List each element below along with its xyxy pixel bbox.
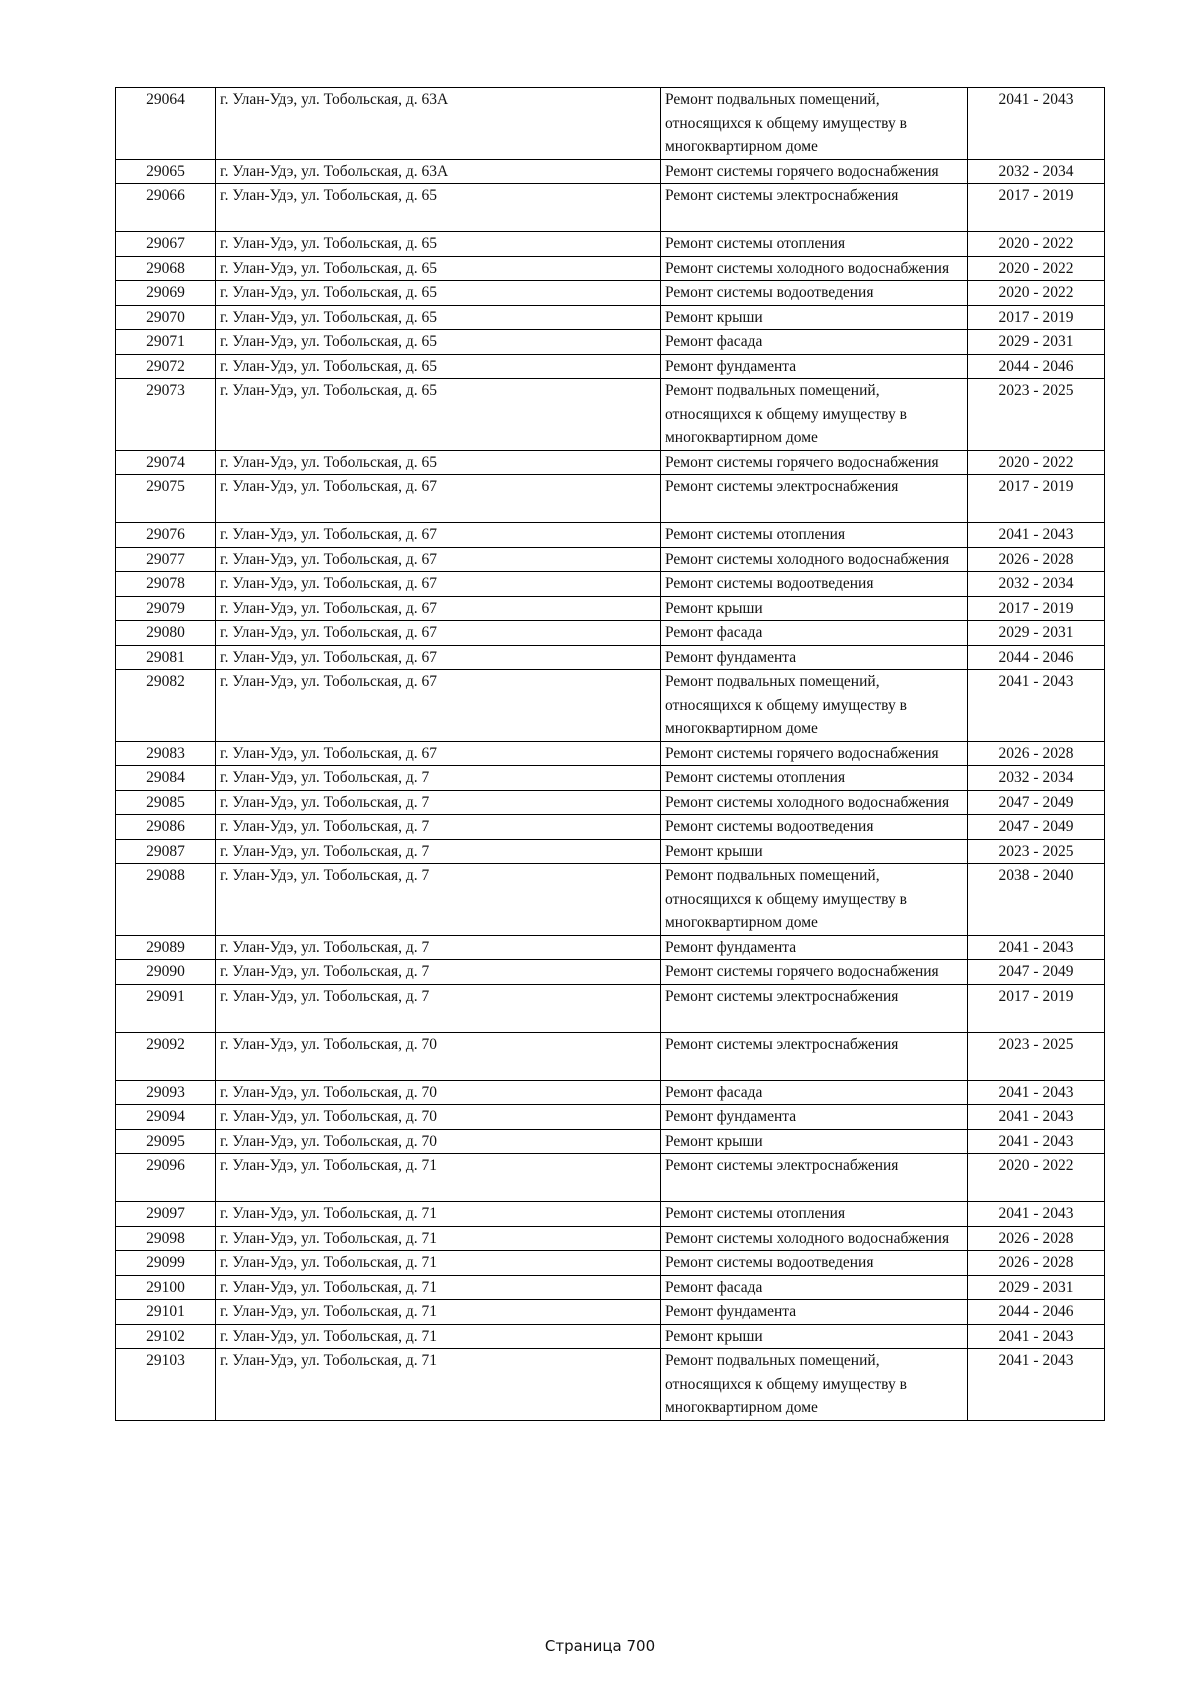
table-row	[116, 232, 1105, 257]
work-type-cell: Ремонт системы водоотведения	[661, 1251, 968, 1276]
period-cell: 2044 - 2046	[968, 354, 1105, 379]
table-row	[116, 1324, 1105, 1349]
row-number-cell: 29076	[116, 523, 216, 548]
table-row	[116, 1129, 1105, 1154]
period-cell: 2047 - 2049	[968, 790, 1105, 815]
row-number-cell: 29071	[116, 330, 216, 355]
work-type-cell: Ремонт подвальных помещений, относящихся к общему имуществу в многоквартирном доме	[661, 864, 968, 936]
address-cell: г. Улан-Удэ, ул. Тобольская, д. 67	[216, 475, 661, 523]
address-cell: г. Улан-Удэ, ул. Тобольская, д. 67	[216, 621, 661, 646]
address-cell: г. Улан-Удэ, ул. Тобольская, д. 70	[216, 1105, 661, 1130]
period-cell: 2029 - 2031	[968, 621, 1105, 646]
period-cell: 2041 - 2043	[968, 88, 1105, 160]
period-cell: 2029 - 2031	[968, 1275, 1105, 1300]
period-cell: 2026 - 2028	[968, 1226, 1105, 1251]
work-type-cell: Ремонт системы электроснабжения	[661, 1154, 968, 1202]
work-type-cell: Ремонт фундамента	[661, 935, 968, 960]
row-number-cell: 29095	[116, 1129, 216, 1154]
address-cell: г. Улан-Удэ, ул. Тобольская, д. 70	[216, 1080, 661, 1105]
period-cell: 2044 - 2046	[968, 1300, 1105, 1325]
address-cell: г. Улан-Удэ, ул. Тобольская, д. 67	[216, 547, 661, 572]
work-type-cell: Ремонт системы горячего водоснабжения	[661, 450, 968, 475]
work-type-cell: Ремонт системы отопления	[661, 1202, 968, 1227]
table-row	[116, 354, 1105, 379]
work-type-cell: Ремонт системы водоотведения	[661, 572, 968, 597]
work-type-cell: Ремонт фундамента	[661, 354, 968, 379]
table-row	[116, 450, 1105, 475]
period-cell: 2026 - 2028	[968, 1251, 1105, 1276]
work-type-cell: Ремонт крыши	[661, 305, 968, 330]
period-cell: 2047 - 2049	[968, 815, 1105, 840]
work-type-cell: Ремонт подвальных помещений, относящихся к общему имуществу в многоквартирном доме	[661, 379, 968, 451]
table-row	[116, 935, 1105, 960]
address-cell: г. Улан-Удэ, ул. Тобольская, д. 71	[216, 1349, 661, 1421]
repair-schedule-table	[115, 87, 1105, 1421]
period-cell: 2026 - 2028	[968, 741, 1105, 766]
work-type-cell: Ремонт системы отопления	[661, 523, 968, 548]
table-row	[116, 475, 1105, 523]
table-row	[116, 523, 1105, 548]
address-cell: г. Улан-Удэ, ул. Тобольская, д. 65	[216, 450, 661, 475]
period-cell: 2041 - 2043	[968, 1349, 1105, 1421]
row-number-cell: 29082	[116, 670, 216, 742]
table-row	[116, 1300, 1105, 1325]
row-number-cell: 29065	[116, 159, 216, 184]
table-row	[116, 184, 1105, 232]
work-type-cell: Ремонт подвальных помещений, относящихся к общему имуществу в многоквартирном доме	[661, 88, 968, 160]
address-cell: г. Улан-Удэ, ул. Тобольская, д. 67	[216, 596, 661, 621]
address-cell: г. Улан-Удэ, ул. Тобольская, д. 7	[216, 839, 661, 864]
row-number-cell: 29094	[116, 1105, 216, 1130]
address-cell: г. Улан-Удэ, ул. Тобольская, д. 71	[216, 1324, 661, 1349]
row-number-cell: 29072	[116, 354, 216, 379]
table-body	[116, 88, 1105, 1421]
address-cell: г. Улан-Удэ, ул. Тобольская, д. 7	[216, 864, 661, 936]
address-cell: г. Улан-Удэ, ул. Тобольская, д. 65	[216, 281, 661, 306]
row-number-cell: 29100	[116, 1275, 216, 1300]
period-cell: 2041 - 2043	[968, 1324, 1105, 1349]
work-type-cell: Ремонт системы холодного водоснабжения	[661, 256, 968, 281]
work-type-cell: Ремонт системы холодного водоснабжения	[661, 1226, 968, 1251]
row-number-cell: 29098	[116, 1226, 216, 1251]
table-row	[116, 815, 1105, 840]
period-cell: 2041 - 2043	[968, 935, 1105, 960]
work-type-cell: Ремонт фундамента	[661, 1105, 968, 1130]
row-number-cell: 29093	[116, 1080, 216, 1105]
period-cell: 2041 - 2043	[968, 523, 1105, 548]
table-row	[116, 1080, 1105, 1105]
row-number-cell: 29085	[116, 790, 216, 815]
row-number-cell: 29101	[116, 1300, 216, 1325]
work-type-cell: Ремонт системы электроснабжения	[661, 1032, 968, 1080]
work-type-cell: Ремонт системы холодного водоснабжения	[661, 547, 968, 572]
table-row	[116, 741, 1105, 766]
address-cell: г. Улан-Удэ, ул. Тобольская, д. 67	[216, 645, 661, 670]
address-cell: г. Улан-Удэ, ул. Тобольская, д. 67	[216, 523, 661, 548]
row-number-cell: 29096	[116, 1154, 216, 1202]
table-row	[116, 1154, 1105, 1202]
row-number-cell: 29075	[116, 475, 216, 523]
row-number-cell: 29092	[116, 1032, 216, 1080]
row-number-cell: 29080	[116, 621, 216, 646]
period-cell: 2020 - 2022	[968, 450, 1105, 475]
address-cell: г. Улан-Удэ, ул. Тобольская, д. 7	[216, 790, 661, 815]
work-type-cell: Ремонт подвальных помещений, относящихся к общему имуществу в многоквартирном доме	[661, 670, 968, 742]
work-type-cell: Ремонт системы горячего водоснабжения	[661, 159, 968, 184]
address-cell: г. Улан-Удэ, ул. Тобольская, д. 65	[216, 256, 661, 281]
period-cell: 2029 - 2031	[968, 330, 1105, 355]
row-number-cell: 29079	[116, 596, 216, 621]
table-row	[116, 621, 1105, 646]
table-row	[116, 547, 1105, 572]
work-type-cell: Ремонт фасада	[661, 1080, 968, 1105]
row-number-cell: 29083	[116, 741, 216, 766]
period-cell: 2047 - 2049	[968, 960, 1105, 985]
address-cell: г. Улан-Удэ, ул. Тобольская, д. 65	[216, 184, 661, 232]
table-row	[116, 256, 1105, 281]
work-type-cell: Ремонт фасада	[661, 621, 968, 646]
table-row	[116, 839, 1105, 864]
work-type-cell: Ремонт фундамента	[661, 645, 968, 670]
row-number-cell: 29087	[116, 839, 216, 864]
period-cell: 2044 - 2046	[968, 645, 1105, 670]
work-type-cell: Ремонт фасада	[661, 1275, 968, 1300]
period-cell: 2020 - 2022	[968, 1154, 1105, 1202]
address-cell: г. Улан-Удэ, ул. Тобольская, д. 71	[216, 1202, 661, 1227]
address-cell: г. Улан-Удэ, ул. Тобольская, д. 7	[216, 766, 661, 791]
address-cell: г. Улан-Удэ, ул. Тобольская, д. 71	[216, 1300, 661, 1325]
work-type-cell: Ремонт системы горячего водоснабжения	[661, 960, 968, 985]
row-number-cell: 29073	[116, 379, 216, 451]
work-type-cell: Ремонт подвальных помещений, относящихся к общему имуществу в многоквартирном доме	[661, 1349, 968, 1421]
work-type-cell: Ремонт крыши	[661, 839, 968, 864]
row-number-cell: 29067	[116, 232, 216, 257]
table-row	[116, 645, 1105, 670]
table-row	[116, 1105, 1105, 1130]
period-cell: 2023 - 2025	[968, 839, 1105, 864]
address-cell: г. Улан-Удэ, ул. Тобольская, д. 67	[216, 670, 661, 742]
row-number-cell: 29089	[116, 935, 216, 960]
period-cell: 2023 - 2025	[968, 1032, 1105, 1080]
address-cell: г. Улан-Удэ, ул. Тобольская, д. 70	[216, 1032, 661, 1080]
row-number-cell: 29088	[116, 864, 216, 936]
row-number-cell: 29084	[116, 766, 216, 791]
work-type-cell: Ремонт системы водоотведения	[661, 281, 968, 306]
row-number-cell: 29081	[116, 645, 216, 670]
table-row	[116, 1202, 1105, 1227]
period-cell: 2041 - 2043	[968, 670, 1105, 742]
table-row	[116, 790, 1105, 815]
row-number-cell: 29102	[116, 1324, 216, 1349]
table-row	[116, 305, 1105, 330]
row-number-cell: 29103	[116, 1349, 216, 1421]
period-cell: 2020 - 2022	[968, 256, 1105, 281]
row-number-cell: 29074	[116, 450, 216, 475]
period-cell: 2041 - 2043	[968, 1080, 1105, 1105]
address-cell: г. Улан-Удэ, ул. Тобольская, д. 71	[216, 1251, 661, 1276]
work-type-cell: Ремонт системы горячего водоснабжения	[661, 741, 968, 766]
table-row	[116, 330, 1105, 355]
period-cell: 2032 - 2034	[968, 159, 1105, 184]
table-row	[116, 1226, 1105, 1251]
row-number-cell: 29064	[116, 88, 216, 160]
work-type-cell: Ремонт фундамента	[661, 1300, 968, 1325]
address-cell: г. Улан-Удэ, ул. Тобольская, д. 63А	[216, 159, 661, 184]
row-number-cell: 29091	[116, 984, 216, 1032]
row-number-cell: 29066	[116, 184, 216, 232]
period-cell: 2041 - 2043	[968, 1105, 1105, 1130]
address-cell: г. Улан-Удэ, ул. Тобольская, д. 7	[216, 815, 661, 840]
period-cell: 2020 - 2022	[968, 232, 1105, 257]
table-row	[116, 864, 1105, 936]
row-number-cell: 29099	[116, 1251, 216, 1276]
table-row	[116, 1251, 1105, 1276]
table-row	[116, 984, 1105, 1032]
address-cell: г. Улан-Удэ, ул. Тобольская, д. 7	[216, 984, 661, 1032]
work-type-cell: Ремонт системы отопления	[661, 232, 968, 257]
period-cell: 2032 - 2034	[968, 572, 1105, 597]
table-row	[116, 766, 1105, 791]
period-cell: 2017 - 2019	[968, 596, 1105, 621]
page-number: Страница 700	[544, 1637, 656, 1655]
address-cell: г. Улан-Удэ, ул. Тобольская, д. 65	[216, 232, 661, 257]
address-cell: г. Улан-Удэ, ул. Тобольская, д. 67	[216, 572, 661, 597]
work-type-cell: Ремонт крыши	[661, 596, 968, 621]
table-row	[116, 670, 1105, 742]
work-type-cell: Ремонт крыши	[661, 1324, 968, 1349]
period-cell: 2017 - 2019	[968, 984, 1105, 1032]
address-cell: г. Улан-Удэ, ул. Тобольская, д. 7	[216, 960, 661, 985]
work-type-cell: Ремонт системы электроснабжения	[661, 475, 968, 523]
row-number-cell: 29070	[116, 305, 216, 330]
period-cell: 2041 - 2043	[968, 1129, 1105, 1154]
period-cell: 2017 - 2019	[968, 184, 1105, 232]
address-cell: г. Улан-Удэ, ул. Тобольская, д. 67	[216, 741, 661, 766]
period-cell: 2020 - 2022	[968, 281, 1105, 306]
address-cell: г. Улан-Удэ, ул. Тобольская, д. 65	[216, 354, 661, 379]
table-row	[116, 960, 1105, 985]
table-row	[116, 1275, 1105, 1300]
work-type-cell: Ремонт фасада	[661, 330, 968, 355]
period-cell: 2026 - 2028	[968, 547, 1105, 572]
row-number-cell: 29068	[116, 256, 216, 281]
work-type-cell: Ремонт крыши	[661, 1129, 968, 1154]
address-cell: г. Улан-Удэ, ул. Тобольская, д. 7	[216, 935, 661, 960]
table-row	[116, 596, 1105, 621]
work-type-cell: Ремонт системы водоотведения	[661, 815, 968, 840]
row-number-cell: 29078	[116, 572, 216, 597]
work-type-cell: Ремонт системы электроснабжения	[661, 184, 968, 232]
table-row	[116, 379, 1105, 451]
work-type-cell: Ремонт системы электроснабжения	[661, 984, 968, 1032]
table-row	[116, 1349, 1105, 1421]
address-cell: г. Улан-Удэ, ул. Тобольская, д. 71	[216, 1154, 661, 1202]
table-row	[116, 1032, 1105, 1080]
address-cell: г. Улан-Удэ, ул. Тобольская, д. 70	[216, 1129, 661, 1154]
address-cell: г. Улан-Удэ, ул. Тобольская, д. 63А	[216, 88, 661, 160]
table-row	[116, 88, 1105, 160]
table-row	[116, 281, 1105, 306]
period-cell: 2038 - 2040	[968, 864, 1105, 936]
row-number-cell: 29069	[116, 281, 216, 306]
address-cell: г. Улан-Удэ, ул. Тобольская, д. 65	[216, 379, 661, 451]
period-cell: 2041 - 2043	[968, 1202, 1105, 1227]
work-type-cell: Ремонт системы отопления	[661, 766, 968, 791]
work-type-cell: Ремонт системы холодного водоснабжения	[661, 790, 968, 815]
period-cell: 2023 - 2025	[968, 379, 1105, 451]
address-cell: г. Улан-Удэ, ул. Тобольская, д. 71	[216, 1275, 661, 1300]
address-cell: г. Улан-Удэ, ул. Тобольская, д. 71	[216, 1226, 661, 1251]
table-row	[116, 572, 1105, 597]
period-cell: 2032 - 2034	[968, 766, 1105, 791]
row-number-cell: 29077	[116, 547, 216, 572]
period-cell: 2017 - 2019	[968, 305, 1105, 330]
row-number-cell: 29090	[116, 960, 216, 985]
table-row	[116, 159, 1105, 184]
period-cell: 2017 - 2019	[968, 475, 1105, 523]
row-number-cell: 29097	[116, 1202, 216, 1227]
address-cell: г. Улан-Удэ, ул. Тобольская, д. 65	[216, 330, 661, 355]
address-cell: г. Улан-Удэ, ул. Тобольская, д. 65	[216, 305, 661, 330]
row-number-cell: 29086	[116, 815, 216, 840]
